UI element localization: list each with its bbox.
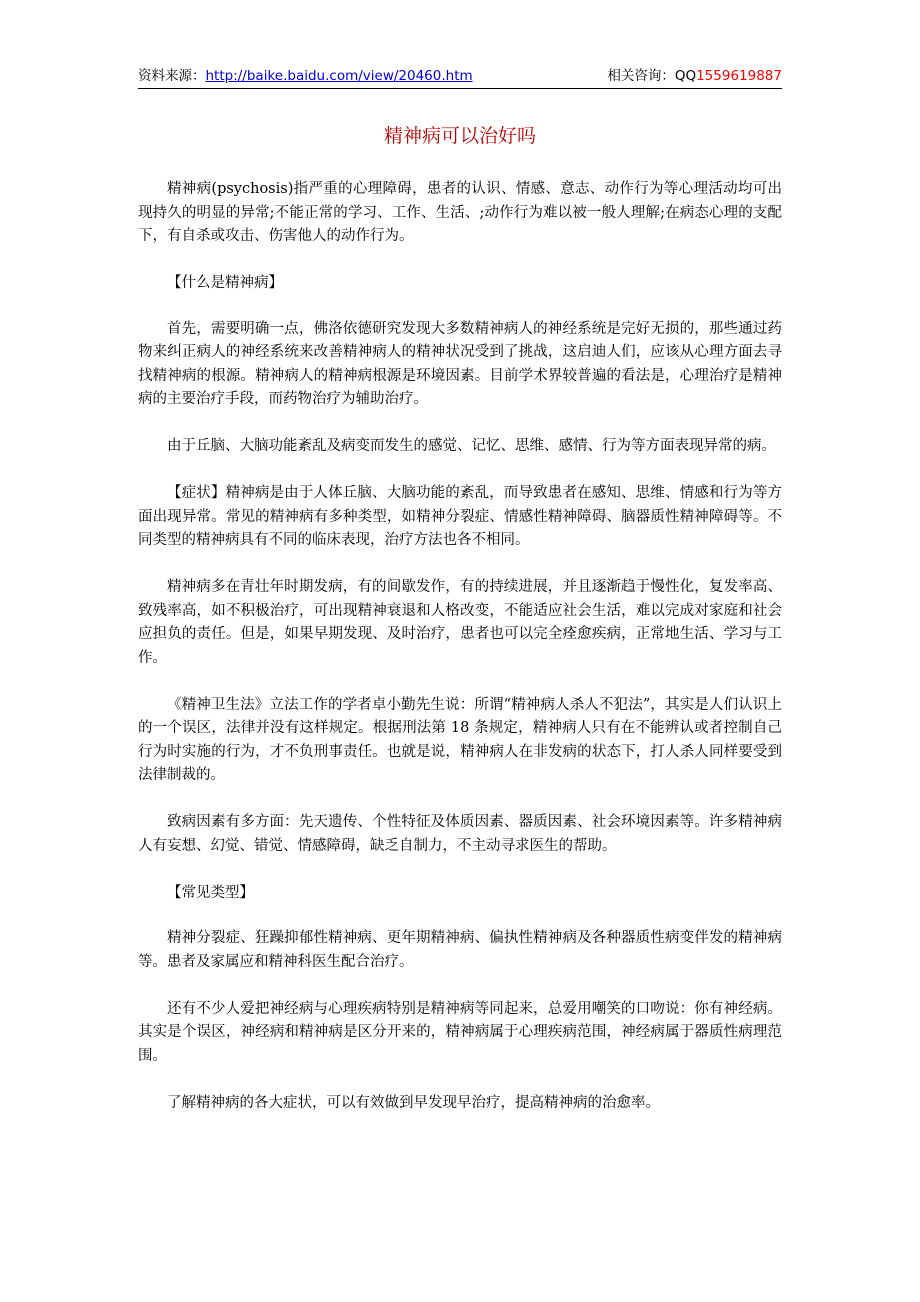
page-header — [138, 66, 782, 89]
document-body — [138, 178, 782, 1139]
source-link[interactable]: http://baike.baidu.com/view/20460.htm — [205, 68, 473, 84]
paragraph: 由于丘脑、大脑功能紊乱及病变而发生的感觉、记忆、思维、感情、行为等方面表现异常的病。 — [167, 438, 776, 454]
document-title: 精神病可以治好吗 — [383, 125, 536, 147]
section-heading-common-types: 【常见类型】 — [167, 884, 254, 901]
paragraph-intro: 精神病(psychosis)指严重的心理障碍，患者的认识、情感、意志、动作行为等心理活动均可出现持久的明显的异常;不能正常的学习、工作、生活、;动作行为难以被一般人理解;在病态心理的支配下，有自杀或攻击、伤害他人的动作行为。 — [138, 181, 782, 244]
paragraph: 还有不少人爱把神经病与心理疾病特别是精神病等同起来，总爱用嘲笑的口吻说：你有神经病。其实是个误区，神经病和精神病是区分开来的，精神病属于心理疾病范围，神经病属于器质性病理范围。 — [138, 1000, 782, 1064]
paragraph: 精神分裂症、狂躁抑郁性精神病、更年期精神病、偏执性精神病及各种器质性病变伴发的精神病等。患者及家属应和精神科医生配合治疗。 — [138, 930, 782, 970]
paragraph: 《精神卫生法》立法工作的学者卓小勤先生说：所谓“精神病人杀人不犯法”，其实是人们认识上的一个误区，法律并没有这样规定。根据刑法第 18 条规定，精神病人只有在不能辨认或者控制自己行为时实施的行为，才不负刑事责任。也就是说，精神病人在非发病的状态下，打人杀人同样要受到法律制裁的。 — [138, 696, 782, 783]
contact-label: 相关咨询：QQ — [607, 68, 697, 84]
section-heading-what-is: 【什么是精神病】 — [167, 275, 283, 291]
paragraph: 致病因素有多方面：先天遗传、个性特征及体质因素、器质因素、社会环境因素等。许多精神病人有妄想、幻觉、错觉、情感障碍，缺乏自制力，不主动寻求医生的帮助。 — [138, 814, 782, 854]
contact-number: 1559619887 — [696, 68, 782, 84]
paragraph-symptoms: 【症状】精神病是由于人体丘脑、大脑功能的紊乱，而导致患者在感知、思维、情感和行为等方面出现异常。常见的精神病有多种类型，如精神分裂症、情感性精神障碍、脑器质性精神障碍等。不同类型的精神病具有不同的临床表现，治疗方法也各不相同。 — [138, 485, 782, 548]
contact-info — [607, 66, 782, 86]
paragraph: 精神病多在青壮年时期发病，有的间歇发作，有的持续进展，并且逐渐趋于慢性化，复发率高、致残率高，如不积极治疗，可出现精神衰退和人格改变，不能适应社会生活，难以完成对家庭和社会应担负的责任。但是，如果早期发现、及时治疗，患者也可以完全痊愈疾病，正常地生活、学习与工作。 — [138, 579, 782, 666]
source-info — [138, 66, 473, 86]
paragraph-conclusion: 了解精神病的各大症状，可以有效做到早发现早治疗，提高精神病的治愈率。 — [167, 1094, 660, 1111]
paragraph: 首先，需要明确一点，佛洛依德研究发现大多数精神病人的神经系统是完好无损的，那些通过药物来纠正病人的神经系统来改善精神病人的精神状况受到了挑战，这启迪人们，应该从心理方面去寻找精神病的根源。精神病人的精神病根源是环境因素。目前学术界较普遍的看法是，心理治疗是精神病的主要治疗手段，而药物治疗为辅助治疗。 — [138, 320, 782, 407]
source-label: 资料来源： — [138, 68, 206, 84]
